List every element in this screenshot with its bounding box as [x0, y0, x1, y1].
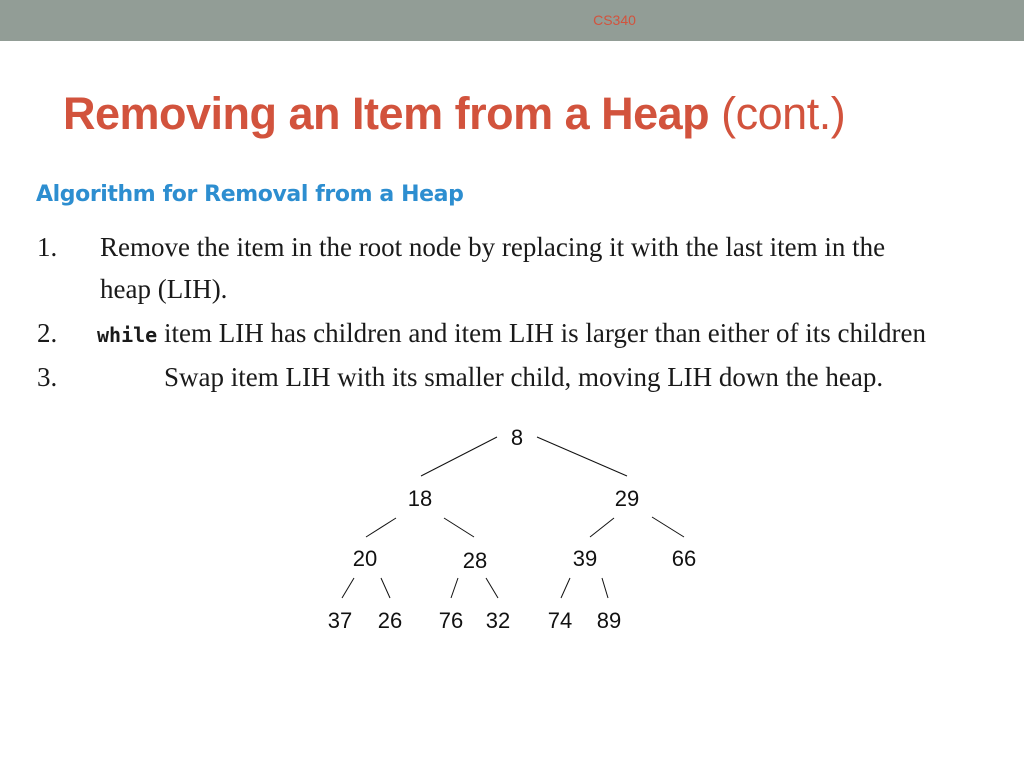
heap-node: 66	[671, 546, 697, 571]
edge	[590, 518, 614, 537]
edge	[602, 578, 608, 598]
course-label: CS340	[593, 12, 636, 28]
heap-node: 26	[377, 608, 403, 633]
title-main: Removing an Item from a Heap	[63, 88, 710, 139]
heap-node: 74	[547, 608, 573, 633]
algorithm-heading: Algorithm for Removal from a Heap	[36, 182, 464, 207]
edge	[342, 578, 354, 598]
edge	[381, 578, 390, 598]
edge	[537, 437, 627, 476]
step-text-rest: item LIH has children and item LIH is larger than either of its children	[157, 318, 926, 348]
heap-node: 39	[572, 546, 598, 571]
edge	[444, 518, 474, 537]
edge	[366, 518, 396, 537]
heap-node: 76	[438, 608, 464, 633]
while-keyword: while	[97, 323, 158, 347]
step-number: 1.	[37, 232, 58, 262]
step-text: heap (LIH).	[100, 274, 228, 304]
edge	[486, 578, 498, 598]
heap-node: 20	[352, 546, 378, 571]
step-number: 2.	[37, 318, 58, 348]
step-text: Remove the item in the root node by replacing it with the last item in the	[100, 232, 886, 262]
step-number: 3.	[37, 362, 58, 392]
heap-node: 8	[510, 425, 524, 450]
step-text: Swap item LIH with its smaller child, moving LIH down the heap.	[164, 362, 884, 392]
heap-node: 28	[462, 548, 488, 573]
heap-node: 29	[614, 486, 640, 511]
heap-node: 37	[327, 608, 353, 633]
title-cont: (cont.)	[721, 88, 846, 139]
edge	[561, 578, 570, 598]
heap-node: 89	[596, 608, 622, 633]
edge	[451, 578, 458, 598]
edge	[652, 517, 684, 537]
heap-node: 32	[485, 608, 511, 633]
heap-node: 18	[407, 486, 433, 511]
edge	[421, 437, 497, 476]
